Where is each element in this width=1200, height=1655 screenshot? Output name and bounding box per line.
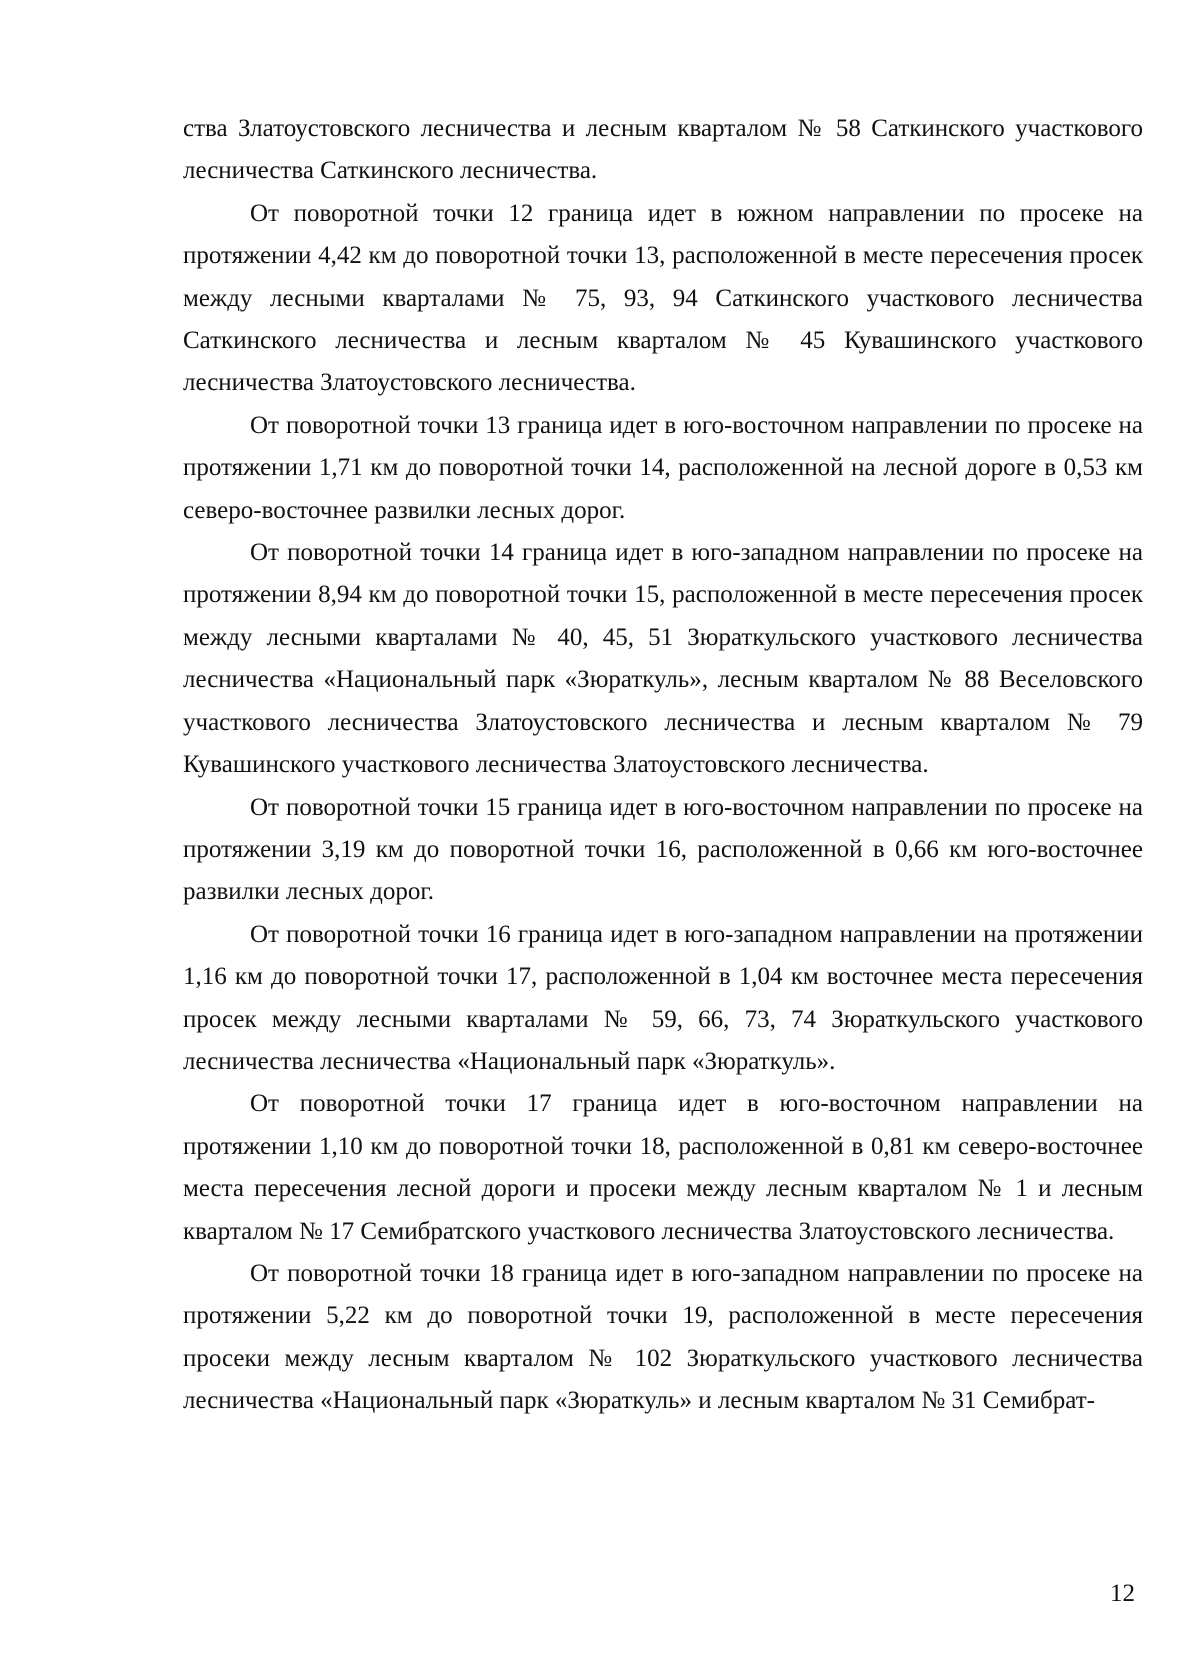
- paragraph-point-18: От поворотной точки 18 граница идет в юго-западном направлении по просеке на протяжении 5,22 км до поворотной точки 19, расположенной в месте пересечения просеки между лесным кварталом № 102 Зюраткульского участкового лесничества лесничества «Национальный парк «Зюраткуль» и лесным кварталом № 31 Семибрат-: [183, 1259, 1143, 1415]
- paragraph-point-15: От поворотной точки 15 граница идет в юго-восточном направлении по просеке на протяжении 3,19 км до поворотной точки 16, расположенной в 0,66 км юго-восточнее развилки лесных дорог.: [183, 793, 1143, 906]
- page-number: 12: [1110, 1580, 1135, 1607]
- paragraph-point-14: От поворотной точки 14 граница идет в юго-западном направлении по просеке на протяжении 8,94 км до поворотной точки 15, расположенной в месте пересечения просек между лесными кварталами № 40, 45, 51 Зюраткульского участкового лесничества лесничества «Национальный парк «Зюраткуль», лесным кварталом № 88 Веселовского участкового лесничества Златоустовского лесничества и лесным кварталом № 79 Кувашинского участкового лесничества Златоустовского лесничества.: [183, 539, 1143, 779]
- document-body: [183, 108, 1143, 1423]
- paragraph-point-12: От поворотной точки 12 граница идет в южном направлении по просеке на протяжении 4,42 км до поворотной точки 13, расположенной в месте пересечения просек между лесными кварталами № 75, 93, 94 Саткинского участкового лесничества Саткинского лесничества и лесным кварталом № 45 Кувашинского участкового лесничества Златоустовского лесничества.: [183, 199, 1143, 397]
- paragraph-point-13: От поворотной точки 13 граница идет в юго-восточном направлении по просеке на протяжении 1,71 км до поворотной точки 14, расположенной на лесной дороге в 0,53 км северо-восточнее развилки лесных дорог.: [183, 411, 1143, 524]
- paragraph-point-17: От поворотной точки 17 граница идет в юго-восточном направлении на протяжении 1,10 км до поворотной точки 18, расположенной в 0,81 км северо-восточнее места пересечения лесной дороги и просеки между лесным кварталом № 1 и лесным кварталом № 17 Семибратского участкового лесничества Златоустовского лесничества.: [183, 1090, 1143, 1245]
- paragraph-point-16: От поворотной точки 16 граница идет в юго-западном направлении на протяжении 1,16 км до поворотной точки 17, расположенной в 1,04 км восточнее места пересечения просек между лесными кварталами № 59, 66, 73, 74 Зюраткульского участкового лесничества лесничества «Национальный парк «Зюраткуль».: [183, 920, 1143, 1075]
- paragraph-continuation: ства Златоустовского лесничества и лесным кварталом № 58 Саткинского участкового лесничества Саткинского лесничества.: [183, 115, 1143, 185]
